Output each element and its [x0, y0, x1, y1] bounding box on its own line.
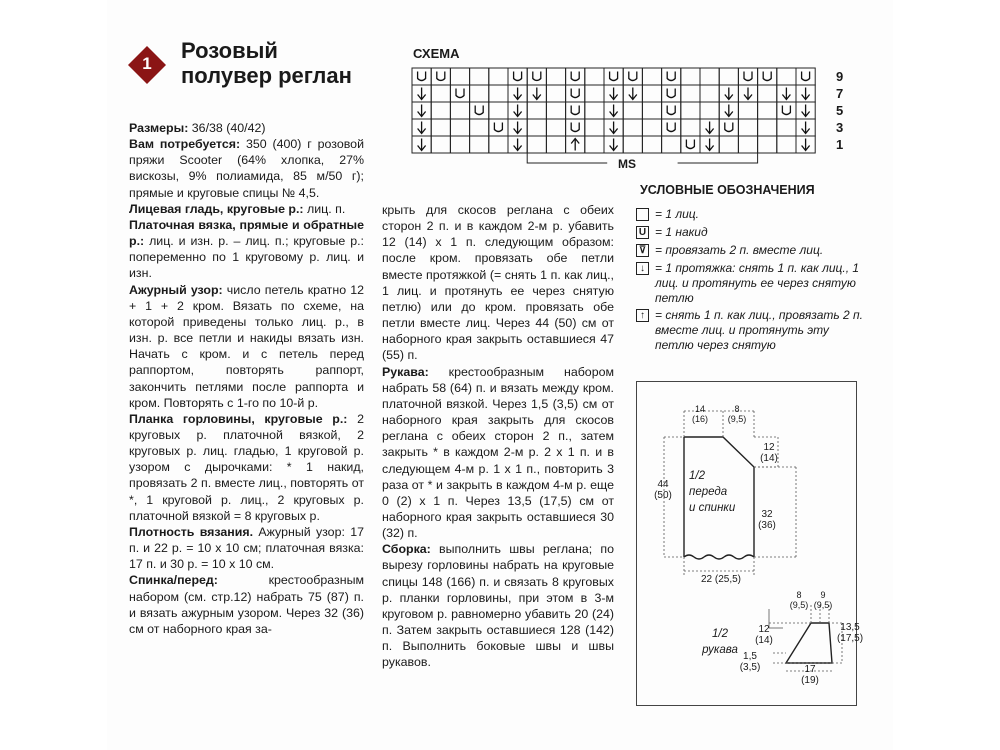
gauge-paragraph: Плотность вязания. Ажурный узор: 17 п. и 22 р. = 10 х 10 см; платочная вязка: 17 п. и 30 р. = 10 х 10 см.	[129, 524, 364, 572]
chart-cell	[412, 85, 431, 102]
chart-cell	[604, 68, 623, 85]
chart-cell	[489, 136, 508, 153]
legend-item-knit: = 1 лиц.	[636, 207, 866, 223]
chart-cell	[719, 136, 738, 153]
chart-cell	[508, 85, 527, 102]
sleeve-top-a-dim: 8 (9,5)	[789, 590, 809, 610]
chart-cell	[662, 119, 681, 136]
chart-cell	[738, 68, 757, 85]
chart-cell	[758, 119, 777, 136]
row-number-9: 9	[836, 69, 844, 84]
chart-cell	[758, 85, 777, 102]
chart-cell	[470, 119, 489, 136]
chart-cell	[470, 68, 489, 85]
chart-cell	[738, 136, 757, 153]
chart-cell	[508, 119, 527, 136]
chart-cell	[508, 102, 527, 119]
sleeve-cuff-dim: 1,5 (3,5)	[739, 651, 761, 673]
chart-cell	[642, 136, 661, 153]
row-number-7: 7	[836, 86, 844, 101]
chart-cell	[719, 68, 738, 85]
chart-cell	[662, 68, 681, 85]
arrow-up-icon: ↑	[636, 309, 649, 322]
sleeve-piece-label: 1/2 рукава	[702, 628, 738, 656]
chart-cell	[527, 136, 546, 153]
sleeve-top-b-dim: 9 (9,5)	[813, 590, 833, 610]
chart-cell	[546, 102, 565, 119]
chart-cell	[450, 102, 469, 119]
sleeves-paragraph: Рукава: крестообразным набором набрать 58 (64) п. и вязать между кром. платочной вязкой. Через 1,5 (3,5) см от наборного края закрыть для скосов реглана с обеих сторон 2 п., затем закрыть * в каждом 2-м р. 2 х 1 п. и в следующем 4-м р. 1 х 1 п., повторить 3 раза от * и закрыть в каждом 4-м р. еще 0 (2) х 1 п. Через 13,5 (17,5) см от наборного края закрыть оставшиеся 30 (32) п.	[382, 364, 614, 541]
chart-cell	[642, 85, 661, 102]
sleeve-raglan-dim: 13,5 (17,5)	[836, 622, 864, 644]
chart-cell	[489, 85, 508, 102]
chart-cell	[642, 119, 661, 136]
chart-cell	[719, 102, 738, 119]
chart-cell	[642, 102, 661, 119]
chart-cell	[796, 136, 815, 153]
chart-cell	[585, 85, 604, 102]
sleeve-width-dim: 17 (19)	[801, 664, 819, 686]
badge-number: 1	[142, 54, 152, 73]
chart-cell	[700, 136, 719, 153]
chart-cell	[681, 85, 700, 102]
k2tog-icon: ⊽	[636, 244, 649, 257]
chart-cell	[738, 119, 757, 136]
yarnover-icon: U	[636, 226, 649, 239]
legend-item-ssk: ↓ = 1 протяжка: снять 1 п. как лиц., 1 лиц. и протянуть ее через снятую петлю	[636, 261, 871, 307]
neckband-paragraph: Планка горловины, круговые р.: 2 круговых р. платочной вязкой, 2 круговых р. лиц. гладью, 1 круговой р. узором с дырочками: * 1 накид, провязать 2 п. вместе лиц., повторять от *, 1 круговой р. лиц., 2 круговых р. платочной вязкой = 8 круговых р.	[129, 411, 364, 523]
chart-cell	[719, 85, 738, 102]
chart-cell	[700, 68, 719, 85]
chart-cell	[431, 102, 450, 119]
chart-cell	[527, 119, 546, 136]
chart-cell	[700, 102, 719, 119]
pattern-number-badge	[127, 45, 167, 85]
chart-cell	[777, 119, 796, 136]
title-line-1: Розовый	[181, 38, 278, 63]
chart-cell	[623, 68, 642, 85]
lace-paragraph: Ажурный узор: число петель кратно 12 + 1 + 2 кром. Вязать по схеме, на которой приведены только лиц. р., в изн. р. все петли и накиды вязать изн. Начать с кром. и с петель перед раппортом, повторять раппорт, закончить петлями после раппорта и кром. Повторять с 1-го по 10-й р.	[129, 282, 364, 410]
chart-cell	[681, 102, 700, 119]
chart-cell	[566, 119, 585, 136]
chart-cell	[623, 85, 642, 102]
chart-cell	[412, 136, 431, 153]
chart-cell	[412, 102, 431, 119]
chart-cell	[431, 136, 450, 153]
legend-item-yarnover: U = 1 накид	[636, 225, 866, 241]
chart-cell	[623, 119, 642, 136]
sleeve-cap-dim: 12 (14)	[755, 624, 773, 646]
row-number-5: 5	[836, 103, 844, 118]
chart-cell	[450, 85, 469, 102]
arrow-down-icon: ↓	[636, 262, 649, 275]
chart-cell	[585, 119, 604, 136]
chart-cell	[566, 102, 585, 119]
chart-cell	[777, 102, 796, 119]
body-top-b-dim: 8 (9,5)	[727, 404, 747, 424]
chart-cell	[450, 136, 469, 153]
repeat-bracket	[527, 153, 757, 163]
chart-cell	[585, 102, 604, 119]
garter-paragraph: Платочная вязка, прямые и обратные р.: лиц. и изн. р. – лиц. п.; круговые р.: попеременно по 1 круговому р. лиц. и изн.	[129, 217, 364, 281]
chart-cell	[470, 102, 489, 119]
chart-cell	[796, 68, 815, 85]
chart-cell	[758, 68, 777, 85]
chart-cell	[527, 102, 546, 119]
chart-cell	[566, 136, 585, 153]
chart-cell	[412, 68, 431, 85]
chart-cell	[604, 85, 623, 102]
page-title	[181, 38, 352, 88]
stockinette-paragraph: Лицевая гладь, круговые р.: лиц. п.	[129, 201, 346, 216]
chart-cell	[431, 85, 450, 102]
chart-cell	[450, 119, 469, 136]
chart-cell	[681, 68, 700, 85]
chart-cell	[546, 85, 565, 102]
schema-title: СХЕМА	[413, 46, 460, 61]
chart-cell	[431, 68, 450, 85]
chart-cell	[527, 85, 546, 102]
chart-cell	[777, 85, 796, 102]
legend-item-k2tog: ⊽ = провязать 2 п. вместе лиц.	[636, 243, 866, 259]
body-top-a-dim: 14 (16)	[691, 404, 708, 424]
chart-cell	[508, 136, 527, 153]
chart-cell	[700, 119, 719, 136]
chart-cell	[681, 136, 700, 153]
assembly-paragraph: Сборка: выполнить швы реглана; по вырезу горловины набрать на круговые спицы 148 (166) п. и связать 8 круговых р. планки горловины, при этом в 3-м круговом р. равномерно убавить 20 (24) п. Затем закрыть оставшиеся 128 (142) п. Выполнить боковые швы и швы рукавов.	[382, 542, 614, 670]
chart-cell	[796, 85, 815, 102]
chart-cell	[719, 119, 738, 136]
chart-cell	[796, 102, 815, 119]
chart-cell	[450, 68, 469, 85]
chart-cell	[758, 102, 777, 119]
chart-cell	[738, 85, 757, 102]
chart-cell	[489, 119, 508, 136]
chart-cell	[681, 119, 700, 136]
chart-cell	[758, 136, 777, 153]
chart-cell	[662, 85, 681, 102]
chart-cell	[585, 136, 604, 153]
chart-cell	[777, 136, 796, 153]
body-side-dim: 32 (36)	[758, 509, 776, 531]
chart-cell	[623, 136, 642, 153]
chart-cell	[585, 68, 604, 85]
repeat-label: MS	[618, 157, 636, 171]
instructions-middle-column	[382, 202, 614, 671]
chart-cell	[546, 119, 565, 136]
chart-cell	[796, 119, 815, 136]
row-number-1: 1	[836, 137, 844, 152]
chart-cell	[604, 136, 623, 153]
chart-cell	[470, 85, 489, 102]
chart-cell	[412, 119, 431, 136]
chart-cell	[546, 68, 565, 85]
chart-cell	[489, 68, 508, 85]
chart-cell	[546, 136, 565, 153]
back-front-paragraph: Спинка/перед: крестообразным набором (см. стр.12) набрать 75 (87) п. и вязать ажурным узором. Через 32 (36) см от наборного края за-	[129, 573, 364, 636]
chart-cell	[604, 119, 623, 136]
body-length-dim: 44 (50)	[654, 479, 672, 501]
legend-item-sk2p: ↑ = снять 1 п. как лиц., провязать 2 п. вместе лиц. и протянуть эту петлю через снятую	[636, 308, 871, 354]
row-number-3: 3	[836, 120, 844, 135]
body-raglan-dim: 12 (14)	[760, 442, 778, 464]
title-line-2: полувер реглан	[181, 63, 352, 88]
body-piece-label: 1/2 переда и спинки	[689, 470, 736, 514]
body-width-dim: 22 (25,5)	[700, 574, 742, 585]
chart-cell	[470, 136, 489, 153]
sizes-paragraph: Размеры: 36/38 (40/42)	[129, 121, 266, 135]
instructions-left-column	[129, 120, 364, 637]
chart-cell	[642, 68, 661, 85]
empty-square-icon	[636, 208, 649, 221]
chart-cell	[662, 136, 681, 153]
chart-cell	[508, 68, 527, 85]
chart-cell	[527, 68, 546, 85]
chart-cell	[700, 85, 719, 102]
body-continued-paragraph: крыть для скосов реглана с обеих сторон 2 п. и в каждом 2-м р. убавить 12 (14) х 1 п. следующим образом: после кром. провязать обе петли вместе протяжкой (= снять 1 п. как лиц., 1 лиц. и протянуть ее через снятую петлю) или до кром. провязать обе петли вместе лиц. Через 44 (50) см от наборного края закрыть оставшиеся 47 (55) п.	[382, 203, 614, 363]
chart-cell	[604, 102, 623, 119]
chart-cell	[431, 119, 450, 136]
chart-cell	[489, 102, 508, 119]
legend-title: УСЛОВНЫЕ ОБОЗНАЧЕНИЯ	[640, 183, 815, 197]
chart-cell	[566, 85, 585, 102]
chart-cell	[777, 68, 796, 85]
chart-cell	[662, 102, 681, 119]
chart-cell	[566, 68, 585, 85]
chart-cell	[623, 102, 642, 119]
materials-paragraph: Вам потребуется: 350 (400) г розовой пряжи Scooter (64% хлопка, 27% вискозы, 9% полиамида, 85 м/50 г); прямые и круговые спицы № 4,5.	[129, 137, 364, 200]
chart-cell	[738, 102, 757, 119]
